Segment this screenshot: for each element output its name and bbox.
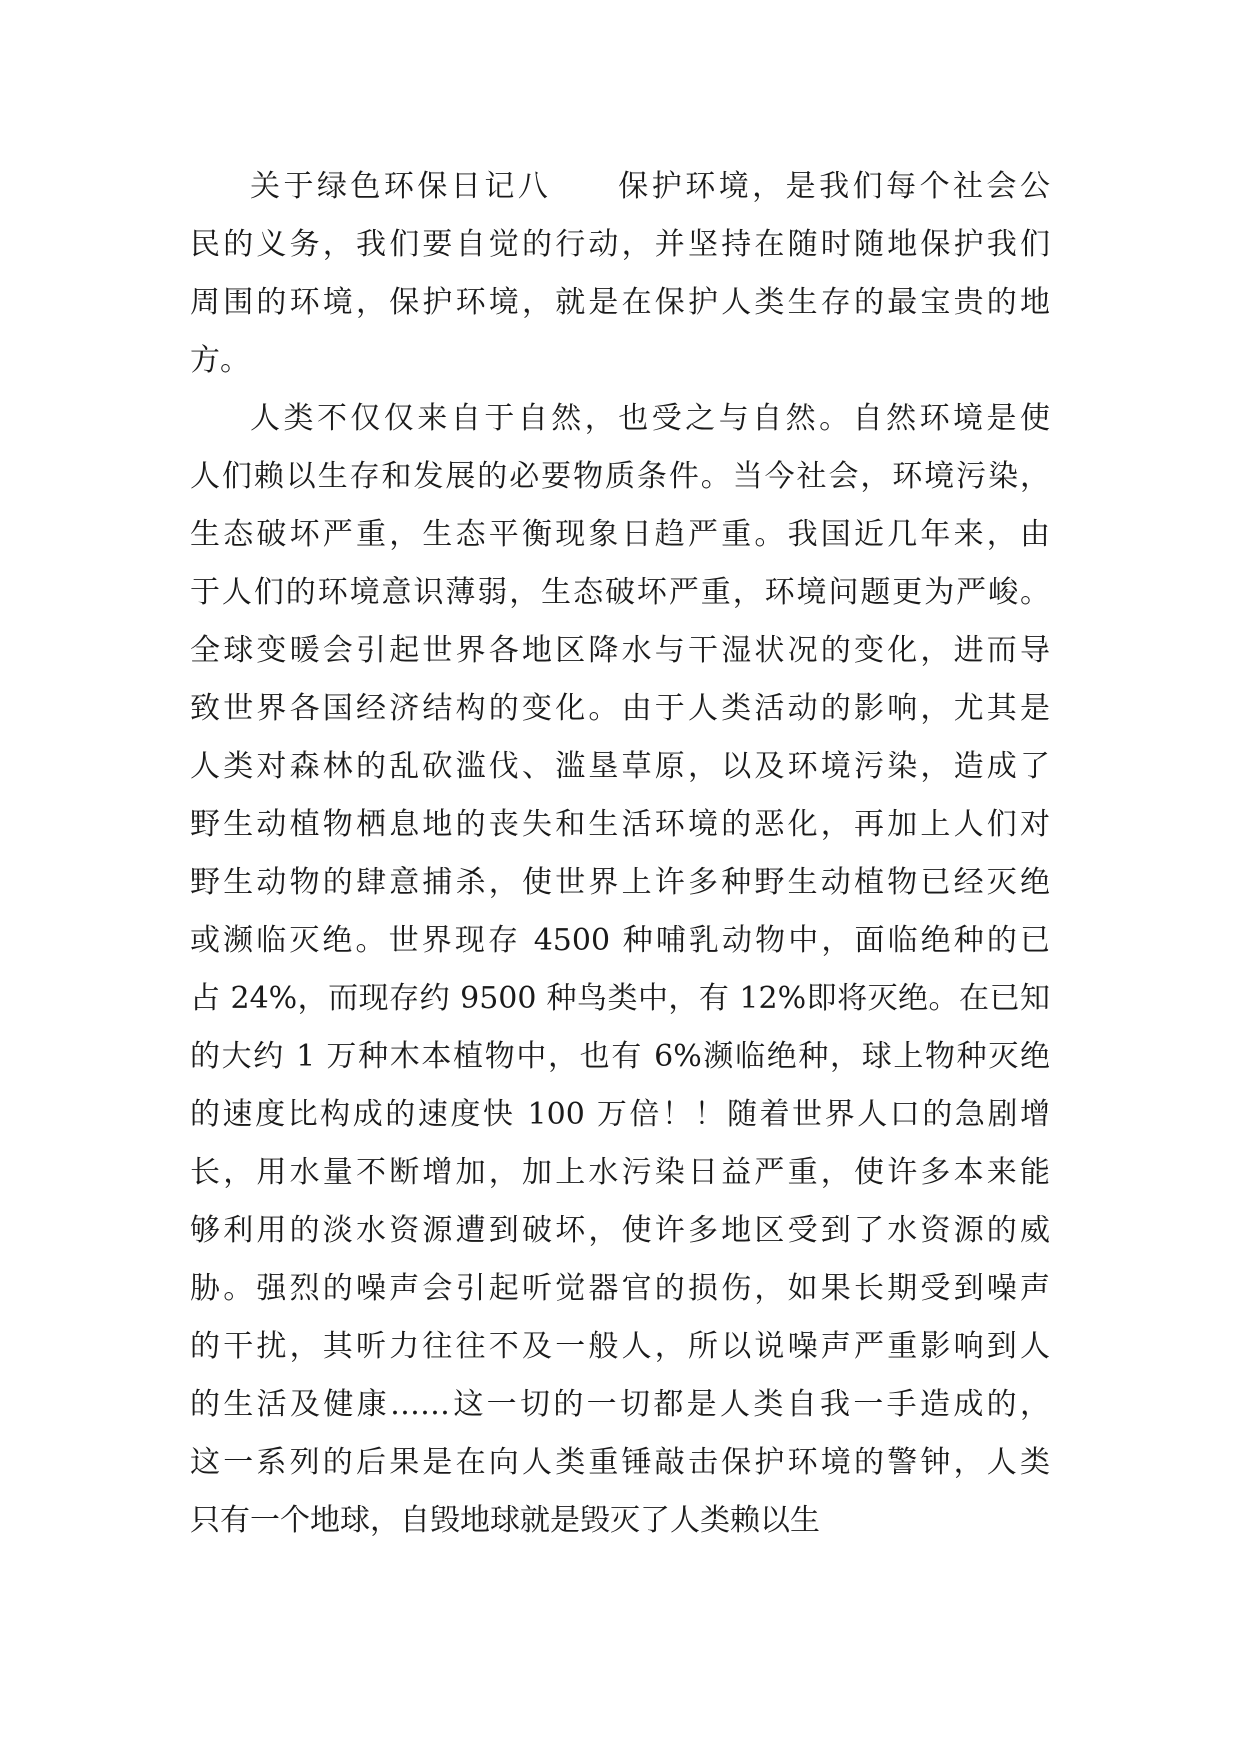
text-line: 人们赖以生存和发展的必要物质条件。当今社会，环境污染， bbox=[190, 459, 1050, 494]
text-line: 人类对森林的乱砍滥伐、滥垦草原，以及环境污染，造成了 bbox=[190, 749, 1050, 784]
text-line: 的生活及健康……这一切的一切都是人类自我一手造成的， bbox=[190, 1387, 1050, 1422]
text-line: 或濒临灭绝。世界现存 4500 种哺乳动物中，面临绝种的已 bbox=[190, 923, 1050, 958]
text-line: 周围的环境，保护环境，就是在保护人类生存的最宝贵的地 bbox=[190, 285, 1050, 320]
text-line: 于人们的环境意识薄弱，生态破坏严重，环境问题更为严峻。 bbox=[190, 575, 1050, 610]
text-line: 的干扰，其听力往往不及一般人，所以说噪声严重影响到人 bbox=[190, 1329, 1050, 1364]
text-line: 人类不仅仅来自于自然，也受之与自然。自然环境是使 bbox=[250, 401, 1050, 436]
paragraph-1 bbox=[190, 158, 1050, 390]
text-line: 全球变暖会引起世界各地区降水与干湿状况的变化，进而导 bbox=[190, 633, 1050, 668]
text-line: 生态破坏严重，生态平衡现象日趋严重。我国近几年来，由 bbox=[190, 517, 1050, 552]
text-line: 民的义务，我们要自觉的行动，并坚持在随时随地保护我们 bbox=[190, 227, 1050, 262]
text-line: 野生动植物栖息地的丧失和生活环境的恶化，再加上人们对 bbox=[190, 807, 1050, 842]
document-body bbox=[190, 158, 1050, 1550]
text-line: 的速度比构成的速度快 100 万倍！！随着世界人口的急剧增 bbox=[190, 1097, 1050, 1132]
text-line: 方。 bbox=[190, 343, 250, 378]
text-line: 占 24%，而现存约 9500 种鸟类中，有 12%即将灭绝。在已知 bbox=[190, 981, 1050, 1016]
text-line: 这一系列的后果是在向人类重锤敲击保护环境的警钟，人类 bbox=[190, 1445, 1050, 1480]
text-line: 够利用的淡水资源遭到破坏，使许多地区受到了水资源的威 bbox=[190, 1213, 1050, 1248]
text-line: 关于绿色环保日记八 保护环境，是我们每个社会公 bbox=[250, 169, 1050, 204]
text-line: 野生动物的肆意捕杀，使世界上许多种野生动植物已经灭绝 bbox=[190, 865, 1050, 900]
text-line: 胁。强烈的噪声会引起听觉器官的损伤，如果长期受到噪声 bbox=[190, 1271, 1050, 1306]
text-line: 长，用水量不断增加，加上水污染日益严重，使许多本来能 bbox=[190, 1155, 1050, 1190]
text-line: 致世界各国经济结构的变化。由于人类活动的影响，尤其是 bbox=[190, 691, 1050, 726]
text-line: 的大约 1 万种木本植物中，也有 6%濒临绝种，球上物种灭绝 bbox=[190, 1039, 1050, 1074]
paragraph-2 bbox=[190, 390, 1050, 1550]
text-line: 只有一个地球，自毁地球就是毁灭了人类赖以生 bbox=[190, 1503, 820, 1538]
